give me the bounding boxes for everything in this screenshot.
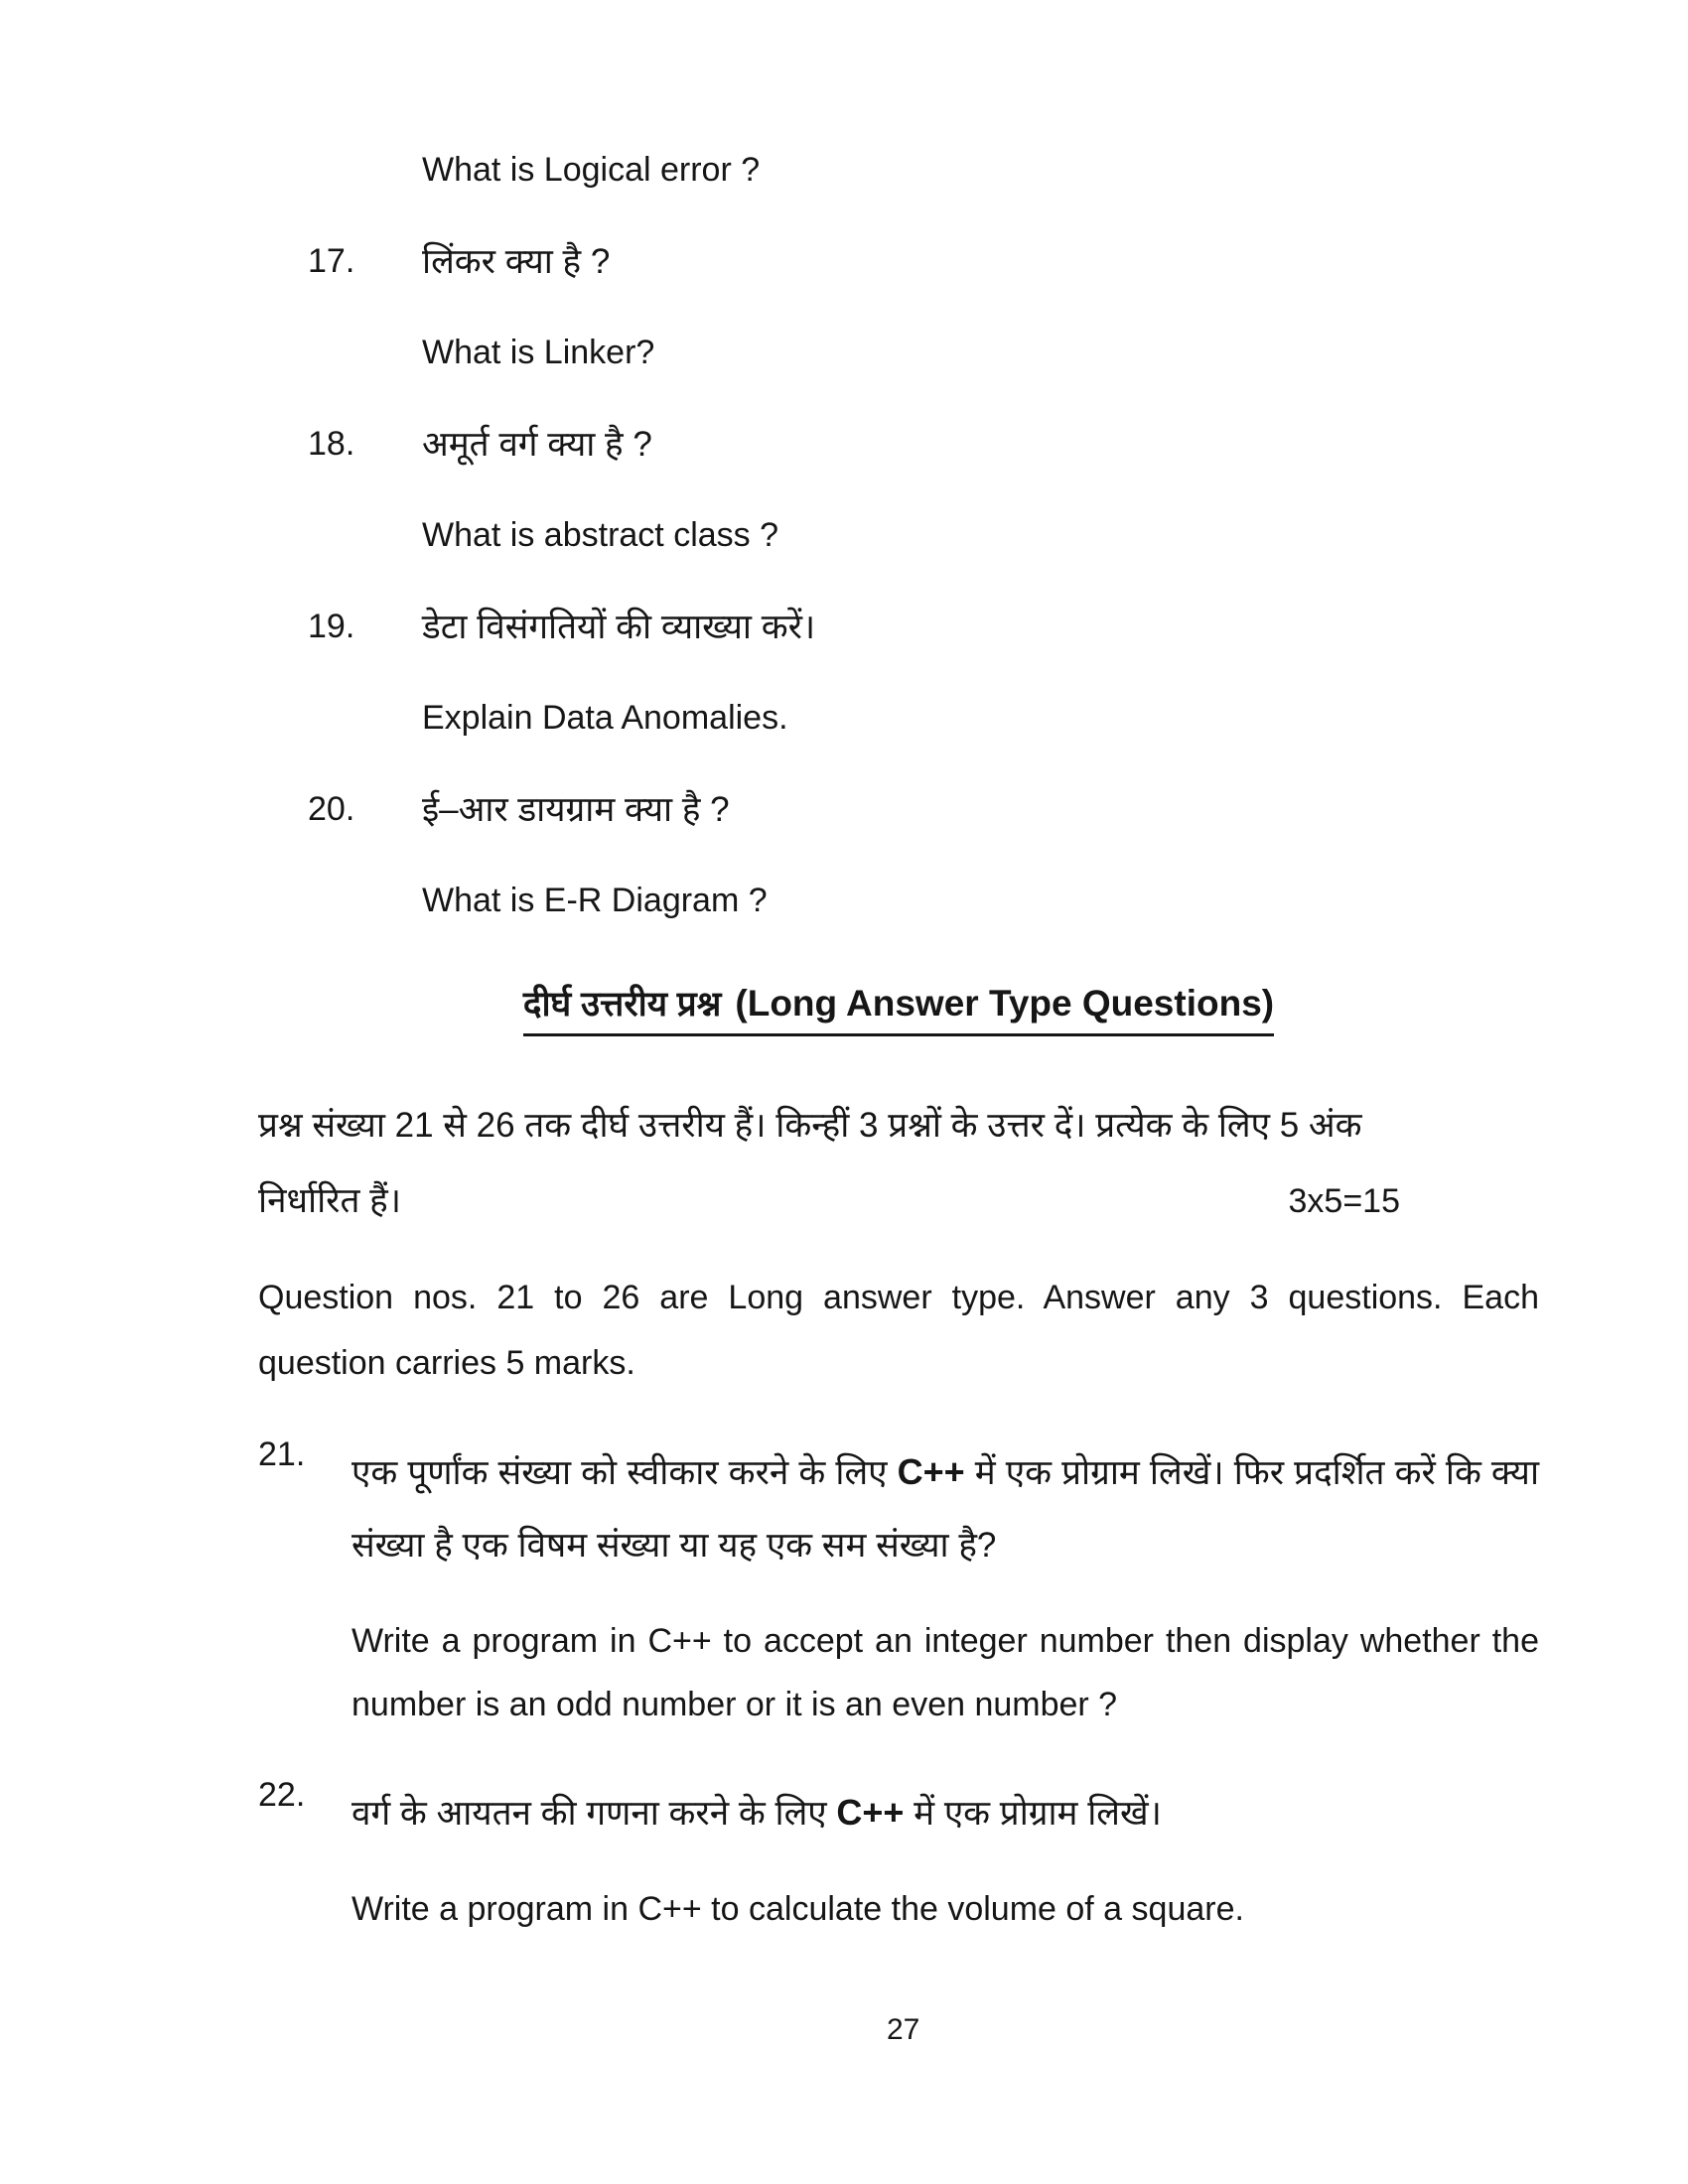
question-20-hindi-row bbox=[258, 788, 1539, 831]
question-19-english-row bbox=[258, 697, 1539, 740]
instructions-hindi-line1: प्रश्न संख्या 21 से 26 तक दीर्घ उत्तरीय हैं। किन्हीं 3 प्रश्नों के उत्तर दें। प्रत्येक के लिए 5 अंक bbox=[258, 1106, 1362, 1145]
question-20-english-text: What is E-R Diagram ? bbox=[422, 882, 768, 919]
section-heading bbox=[258, 980, 1539, 1036]
question-number: 18. bbox=[308, 425, 355, 463]
question-22-block bbox=[258, 1776, 1539, 1941]
question-number: 17. bbox=[308, 242, 355, 280]
question-22-hindi-row bbox=[258, 1776, 1539, 1849]
question-21-hindi-text bbox=[352, 1435, 1539, 1581]
question-17-english-row bbox=[258, 332, 1539, 374]
question-17-english-text: What is Linker? bbox=[422, 334, 655, 371]
question-21-hindi-row bbox=[258, 1435, 1539, 1581]
question-number: 20. bbox=[308, 790, 355, 828]
question-21-english-row bbox=[258, 1609, 1539, 1736]
question-22-english-text: Write a program in C++ to calculate the volume of a square. bbox=[352, 1890, 1244, 1928]
question-18-hindi-row bbox=[258, 423, 1539, 466]
question-21-hindi-post: में एक प्रोग्राम लिखें। फिर प्रदर्शित करें कि क्या संख्या है एक विषम संख्या या यह एक सम संख्या है? bbox=[352, 1453, 1540, 1565]
page-number: 27 bbox=[887, 2013, 920, 2046]
question-17-hindi-row bbox=[258, 240, 1539, 283]
instructions-hindi-line2-row bbox=[258, 1163, 1539, 1239]
section-heading-hindi: दीर्घ उत्तरीय प्रश्न bbox=[522, 985, 722, 1024]
question-22-hindi-post: में एक प्रोग्राम लिखें। bbox=[904, 1794, 1162, 1833]
section-heading-english: (Long Answer Type Questions) bbox=[735, 983, 1275, 1024]
question-18-english-text: What is abstract class ? bbox=[422, 516, 779, 554]
instructions-english: Question nos. 21 to 26 are Long answer type. Answer any 3 questions. Each question carries 5 marks. bbox=[258, 1279, 1539, 1382]
question-16-english-row bbox=[258, 149, 1539, 192]
question-17-hindi-text: लिंकर क्या है ? bbox=[422, 242, 611, 281]
question-number: 22. bbox=[258, 1776, 306, 1814]
question-20-english-row bbox=[258, 880, 1539, 922]
question-22-hindi-pre: वर्ग के आयतन की गणना करने के लिए bbox=[352, 1794, 837, 1833]
section-heading-underline bbox=[523, 980, 1274, 1036]
question-number: 21. bbox=[258, 1435, 306, 1473]
question-22-english-row bbox=[258, 1877, 1539, 1941]
instructions-hindi-line2: निर्धारित हैं। bbox=[258, 1181, 401, 1220]
question-21-block bbox=[258, 1435, 1539, 1736]
marks-formula: 3x5=15 bbox=[1288, 1182, 1400, 1220]
question-22-code-term: C++ bbox=[836, 1792, 905, 1833]
question-21-hindi-pre: एक पूर्णांक संख्या को स्वीकार करने के लिए bbox=[352, 1453, 898, 1492]
question-18-english-row bbox=[258, 514, 1539, 557]
question-20-hindi-text: ई–आर डायग्राम क्या है ? bbox=[422, 790, 730, 829]
question-18-hindi-text: अमूर्त वर्ग क्या है ? bbox=[422, 425, 652, 464]
question-22-hindi-text bbox=[352, 1776, 1539, 1849]
question-19-hindi-row bbox=[258, 606, 1539, 648]
question-16-english-text: What is Logical error ? bbox=[422, 151, 761, 189]
question-21-english-text: Write a program in C++ to accept an integer number then display whether the number is an odd number or it is an even number ? bbox=[352, 1622, 1539, 1723]
question-21-code-term: C++ bbox=[897, 1451, 965, 1492]
question-number: 19. bbox=[308, 608, 355, 645]
question-19-hindi-text: डेटा विसंगतियों की व्याख्या करें। bbox=[422, 608, 816, 646]
question-19-english-text: Explain Data Anomalies. bbox=[422, 699, 788, 737]
